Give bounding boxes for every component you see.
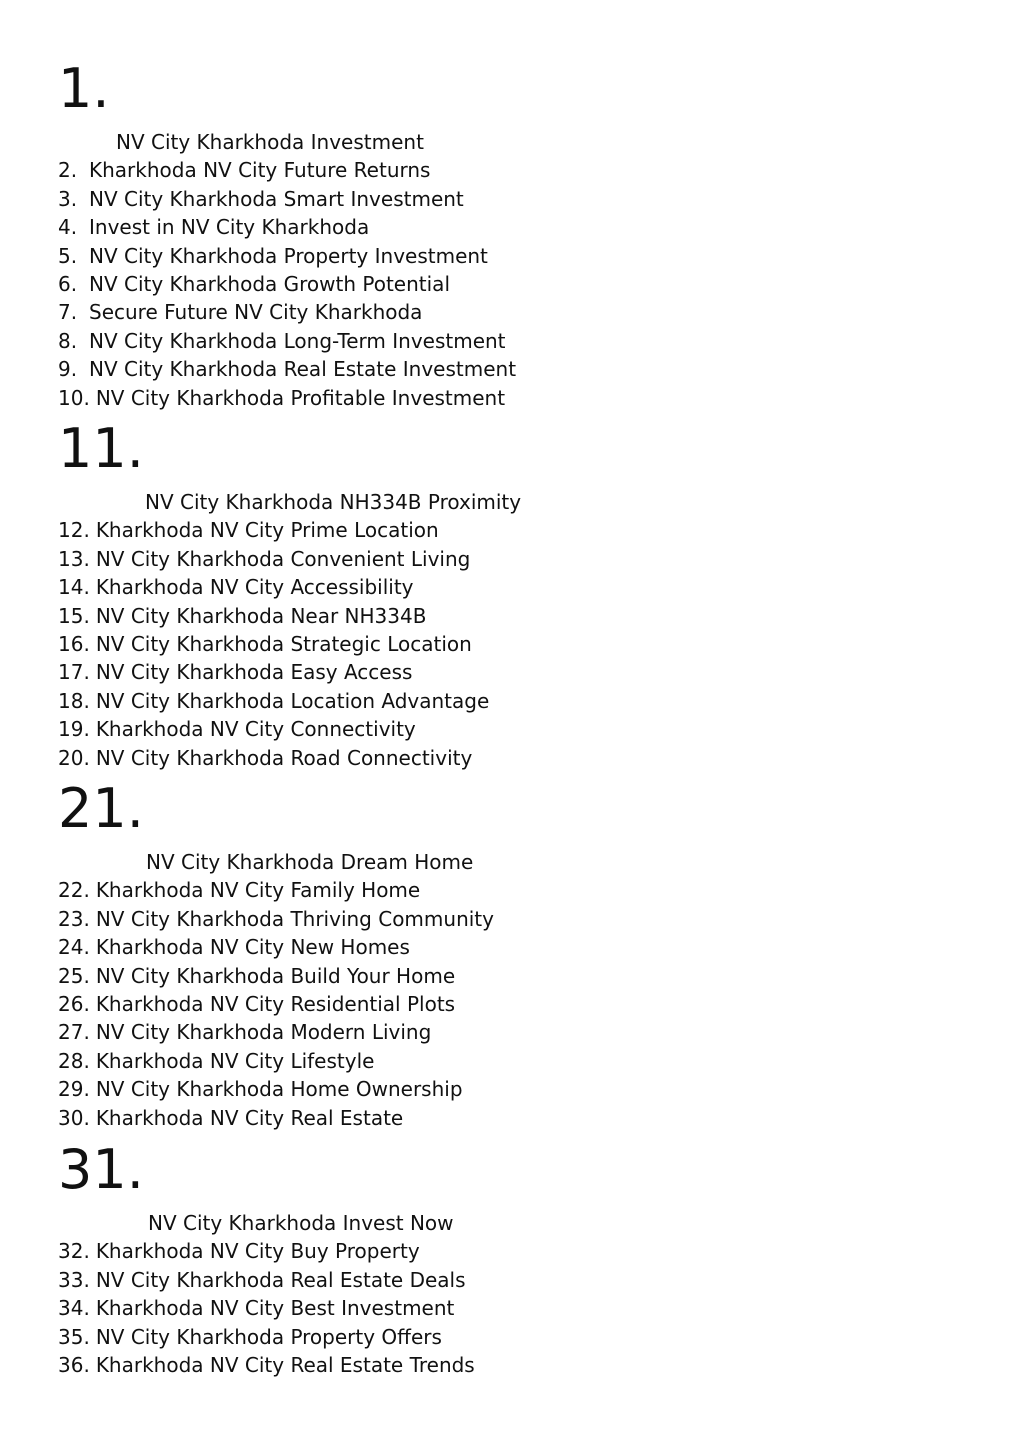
list-item-label: NV City Kharkhoda Modern Living [95, 1020, 432, 1045]
list-item-number: 19. [58, 717, 90, 742]
list-item-number: 12. [58, 518, 90, 543]
list-item-number: 2. [58, 158, 78, 183]
list-item [58, 156, 958, 184]
list-item-number: 18. [58, 688, 90, 713]
list-item-number: 20. [58, 745, 90, 770]
list-item [58, 1075, 958, 1103]
list-item-number: 15. [58, 603, 90, 628]
list-item-number: 17. [58, 660, 90, 685]
section-number: 1. [58, 57, 110, 120]
list-item-label: NV City Kharkhoda Profitable Investment [95, 385, 506, 410]
section-first-item: NV City Kharkhoda Investment [116, 130, 424, 154]
list-item-label: NV City Kharkhoda Long-Term Investment [89, 328, 506, 353]
list-item-number: 27. [58, 1020, 90, 1045]
list-item [58, 298, 958, 326]
list-item-label: Kharkhoda NV City Buy Property [95, 1239, 420, 1264]
list-item [58, 744, 958, 772]
list-item-label: Secure Future NV City Kharkhoda [89, 300, 423, 325]
list-item [58, 715, 958, 743]
list-item-number: 5. [58, 243, 78, 268]
list-item [58, 1237, 958, 1265]
list-item-label: NV City Kharkhoda Property Offers [95, 1324, 442, 1349]
list-item-number: 22. [58, 878, 90, 903]
list-item-label: NV City Kharkhoda Easy Access [95, 660, 413, 685]
list-item-number: 34. [58, 1296, 90, 1321]
list-item [58, 876, 958, 904]
list-item-number: 10. [58, 385, 90, 410]
list-item-label: Kharkhoda NV City Accessibility [95, 575, 414, 600]
list-item-number: 6. [58, 271, 78, 296]
list-item [58, 516, 958, 544]
list-item-number: 14. [58, 575, 90, 600]
section-first-item: NV City Kharkhoda Dream Home [146, 850, 474, 874]
list-item-label: NV City Kharkhoda Smart Investment [89, 186, 464, 211]
section-number: 21. [58, 777, 144, 840]
list-item-number: 9. [58, 357, 78, 382]
list-item-label: Kharkhoda NV City Real Estate Trends [95, 1352, 475, 1377]
list-item-label: Kharkhoda NV City Lifestyle [95, 1048, 375, 1073]
list-item-number: 29. [58, 1077, 90, 1102]
list-item-label: NV City Kharkhoda Strategic Location [95, 631, 472, 656]
list-item-label: NV City Kharkhoda Build Your Home [95, 963, 456, 988]
list-item-number: 26. [58, 991, 90, 1016]
list-item [58, 185, 958, 213]
list-item-label: NV City Kharkhoda Home Ownership [95, 1077, 463, 1102]
list-item-number: 30. [58, 1105, 90, 1130]
list-item [58, 355, 958, 383]
list-item-label: Kharkhoda NV City Prime Location [95, 518, 439, 543]
list-item-number: 28. [58, 1048, 90, 1073]
list-item-number: 3. [58, 186, 78, 211]
list-section-31 [58, 1138, 958, 1379]
list-item-label: NV City Kharkhoda Property Investment [89, 243, 488, 268]
list-item [58, 1018, 958, 1046]
section-number: 31. [58, 1138, 144, 1201]
list-item [58, 242, 958, 270]
list-item-number: 33. [58, 1267, 90, 1292]
list-item-label: Kharkhoda NV City New Homes [95, 935, 410, 960]
list-item [58, 384, 958, 412]
section-number: 11. [58, 417, 144, 480]
list-section-11 [58, 417, 958, 772]
list-item-number: 8. [58, 328, 78, 353]
list-item-label: Kharkhoda NV City Future Returns [89, 158, 431, 183]
list-item-number: 24. [58, 935, 90, 960]
list-item [58, 1266, 958, 1294]
section-first-item: NV City Kharkhoda NH334B Proximity [145, 490, 522, 514]
list-item-number: 4. [58, 215, 78, 240]
list-item-label: NV City Kharkhoda Location Advantage [95, 688, 490, 713]
list-item-number: 23. [58, 906, 90, 931]
list-item-label: NV City Kharkhoda Thriving Community [95, 906, 494, 931]
list-item-label: NV City Kharkhoda Growth Potential [89, 271, 450, 296]
list-item [58, 1351, 958, 1379]
list-item-label: Kharkhoda NV City Best Investment [95, 1296, 455, 1321]
section-first-item: NV City Kharkhoda Invest Now [148, 1211, 454, 1235]
list-item [58, 905, 958, 933]
list-section-1 [58, 57, 958, 412]
list-item-label: Kharkhoda NV City Real Estate [95, 1105, 404, 1130]
list-item-label: Kharkhoda NV City Residential Plots [95, 991, 456, 1016]
list-item [58, 213, 958, 241]
list-item-number: 7. [58, 300, 78, 325]
list-item-label: NV City Kharkhoda Real Estate Investment [89, 357, 517, 382]
list-item-label: NV City Kharkhoda Convenient Living [95, 546, 471, 571]
list-item [58, 1104, 958, 1132]
list-item-label: NV City Kharkhoda Near NH334B [95, 603, 427, 628]
list-item [58, 1323, 958, 1351]
list-item-label: Kharkhoda NV City Family Home [95, 878, 421, 903]
list-item [58, 1047, 958, 1075]
list-item-number: 35. [58, 1324, 90, 1349]
list-section-21 [58, 777, 958, 1132]
list-item [58, 962, 958, 990]
list-item [58, 602, 958, 630]
list-item [58, 545, 958, 573]
list-item-label: Kharkhoda NV City Connectivity [95, 717, 416, 742]
list-item-label: NV City Kharkhoda Real Estate Deals [95, 1267, 466, 1292]
list-item-number: 32. [58, 1239, 90, 1264]
list-item [58, 990, 958, 1018]
list-item [58, 687, 958, 715]
list-item [58, 1294, 958, 1322]
list-item-number: 36. [58, 1352, 90, 1377]
list-item-label: Invest in NV City Kharkhoda [89, 215, 370, 240]
list-item-number: 16. [58, 631, 90, 656]
list-item-number: 25. [58, 963, 90, 988]
list-item-number: 13. [58, 546, 90, 571]
list-item [58, 630, 958, 658]
list-item [58, 270, 958, 298]
list-item [58, 573, 958, 601]
list-item [58, 658, 958, 686]
list-item [58, 933, 958, 961]
list-item-label: NV City Kharkhoda Road Connectivity [95, 745, 473, 770]
list-item [58, 327, 958, 355]
